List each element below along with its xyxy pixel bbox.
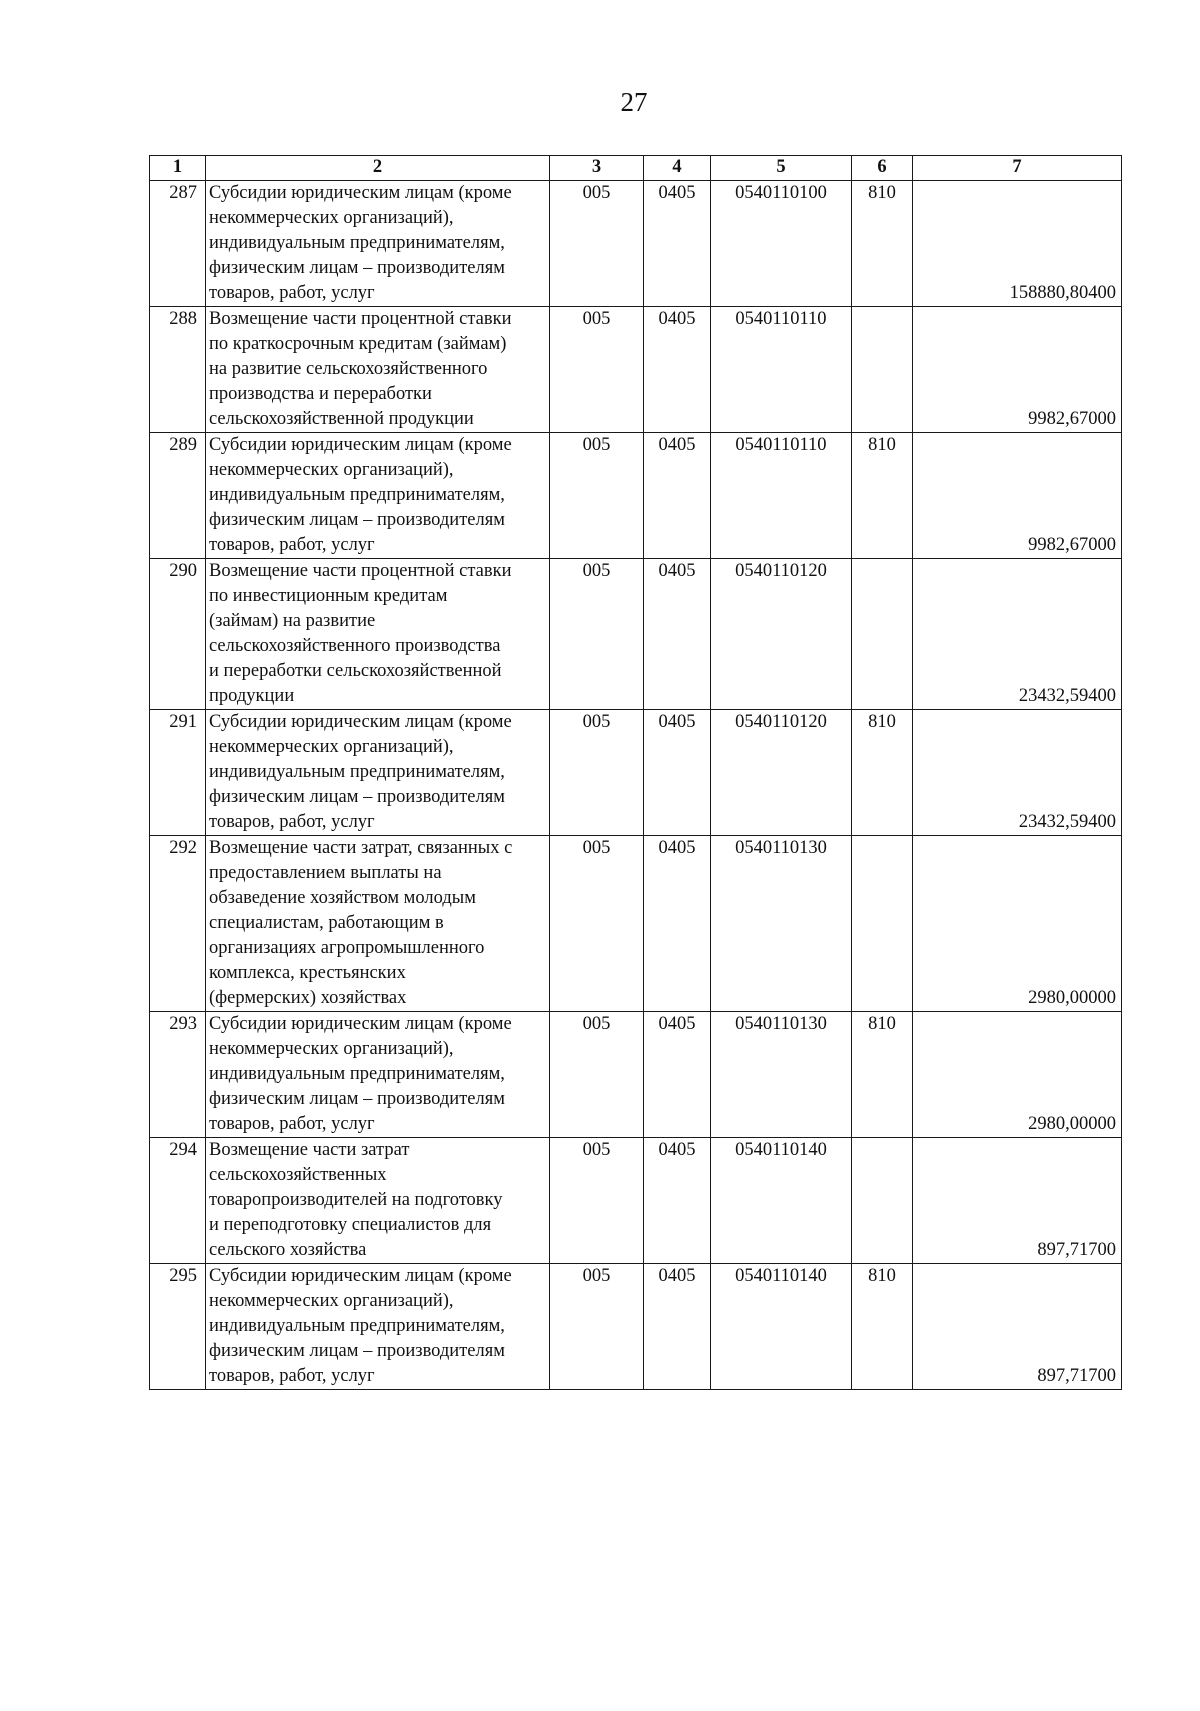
amount-cell: 897,71700 [913, 1264, 1122, 1390]
expense-name-line: Возмещение части процентной ставки [209, 309, 512, 329]
target-article-cell: 0540110110 [711, 433, 852, 559]
ministry-code-cell: 005 [550, 710, 644, 836]
row-number-cell: 290 [150, 559, 206, 710]
expense-name-cell [206, 1012, 550, 1138]
expense-type-cell [852, 307, 913, 433]
expense-name-line: и переподготовку специалистов для [209, 1215, 492, 1235]
ministry-code-cell: 005 [550, 559, 644, 710]
row-number-cell: 295 [150, 1264, 206, 1390]
target-article-cell: 0540110120 [711, 559, 852, 710]
amount-cell: 9982,67000 [913, 307, 1122, 433]
expense-type-cell [852, 559, 913, 710]
target-article-cell: 0540110130 [711, 1012, 852, 1138]
ministry-code-cell: 005 [550, 836, 644, 1012]
expense-type-cell: 810 [852, 433, 913, 559]
ministry-code-cell: 005 [550, 181, 644, 307]
table-row [150, 710, 1122, 836]
expense-name-line: Субсидии юридическим лицам (кроме [209, 435, 512, 455]
table-row [150, 1264, 1122, 1390]
expense-type-cell: 810 [852, 710, 913, 836]
table-row [150, 559, 1122, 710]
target-article-cell: 0540110130 [711, 836, 852, 1012]
expense-name-line: продукции [209, 686, 295, 706]
expense-name-line: некоммерческих организаций), [209, 460, 454, 480]
expense-name-cell [206, 1264, 550, 1390]
row-number-cell: 289 [150, 433, 206, 559]
target-article-cell: 0540110100 [711, 181, 852, 307]
column-header: 2 [206, 156, 550, 181]
expense-type-cell: 810 [852, 1012, 913, 1138]
expense-name-line: производства и переработки [209, 384, 432, 404]
expense-name-line: физическим лицам – производителям [209, 258, 505, 278]
expense-name-cell [206, 836, 550, 1012]
expense-name-line: физическим лицам – производителям [209, 510, 505, 530]
section-code-cell: 0405 [644, 559, 711, 710]
expense-name-line: некоммерческих организаций), [209, 1291, 454, 1311]
expense-name-line: некоммерческих организаций), [209, 737, 454, 757]
ministry-code-cell: 005 [550, 307, 644, 433]
expense-name-line: Возмещение части затрат [209, 1140, 410, 1160]
expense-name-line: Субсидии юридическим лицам (кроме [209, 1014, 512, 1034]
amount-cell: 897,71700 [913, 1138, 1122, 1264]
expense-name-line: физическим лицам – производителям [209, 1089, 505, 1109]
column-header: 7 [913, 156, 1122, 181]
column-header: 6 [852, 156, 913, 181]
expense-name-line: по инвестиционным кредитам [209, 586, 448, 606]
expense-type-cell [852, 836, 913, 1012]
row-number-cell: 292 [150, 836, 206, 1012]
expense-name-line: индивидуальным предпринимателям, [209, 233, 505, 253]
expense-name-line: предоставлением выплаты на [209, 863, 442, 883]
expense-name-line: некоммерческих организаций), [209, 1039, 454, 1059]
expense-type-cell: 810 [852, 1264, 913, 1390]
expense-name-line: комплекса, крестьянских [209, 963, 406, 983]
column-header: 5 [711, 156, 852, 181]
row-number-cell: 288 [150, 307, 206, 433]
expense-name-line: некоммерческих организаций), [209, 208, 454, 228]
amount-cell: 23432,59400 [913, 710, 1122, 836]
amount-cell: 2980,00000 [913, 1012, 1122, 1138]
expense-name-line: физическим лицам – производителям [209, 787, 505, 807]
row-number-cell: 291 [150, 710, 206, 836]
expense-name-line: сельскохозяйственной продукции [209, 409, 474, 429]
table-row [150, 433, 1122, 559]
expense-name-cell [206, 433, 550, 559]
amount-cell: 2980,00000 [913, 836, 1122, 1012]
target-article-cell: 0540110140 [711, 1264, 852, 1390]
table-row [150, 181, 1122, 307]
column-header: 1 [150, 156, 206, 181]
expense-name-line: (займам) на развитие [209, 611, 376, 631]
expense-type-cell [852, 1138, 913, 1264]
expense-name-line: товаров, работ, услуг [209, 812, 375, 832]
expense-name-line: специалистам, работающим в [209, 913, 444, 933]
expense-name-line: индивидуальным предпринимателям, [209, 485, 505, 505]
expense-name-line: на развитие сельскохозяйственного [209, 359, 488, 379]
section-code-cell: 0405 [644, 433, 711, 559]
amount-cell: 23432,59400 [913, 559, 1122, 710]
table-body [150, 181, 1122, 1390]
table-row [150, 307, 1122, 433]
target-article-cell: 0540110110 [711, 307, 852, 433]
section-code-cell: 0405 [644, 1138, 711, 1264]
section-code-cell: 0405 [644, 181, 711, 307]
expense-name-line: сельскохозяйственного производства [209, 636, 501, 656]
row-number-cell: 293 [150, 1012, 206, 1138]
column-header: 4 [644, 156, 711, 181]
expense-name-line: сельского хозяйства [209, 1240, 367, 1260]
expense-name-cell [206, 181, 550, 307]
expense-name-line: организациях агропромышленного [209, 938, 485, 958]
expense-name-line: Возмещение части процентной ставки [209, 561, 512, 581]
section-code-cell: 0405 [644, 1012, 711, 1138]
column-header: 3 [550, 156, 644, 181]
expense-name-line: товаров, работ, услуг [209, 1366, 375, 1386]
expense-name-cell [206, 1138, 550, 1264]
expense-name-line: Субсидии юридическим лицам (кроме [209, 1266, 512, 1286]
page-number: 27 [620, 87, 648, 117]
amount-cell: 158880,80400 [913, 181, 1122, 307]
expense-name-line: физическим лицам – производителям [209, 1341, 505, 1361]
expense-name-line: Субсидии юридическим лицам (кроме [209, 183, 512, 203]
expense-name-line: индивидуальным предпринимателям, [209, 1316, 505, 1336]
expense-name-line: товаропроизводителей на подготовку [209, 1190, 503, 1210]
ministry-code-cell: 005 [550, 1138, 644, 1264]
expense-name-cell [206, 307, 550, 433]
table-row [150, 1012, 1122, 1138]
row-number-cell: 287 [150, 181, 206, 307]
section-code-cell: 0405 [644, 710, 711, 836]
table-row [150, 1138, 1122, 1264]
row-number-cell: 294 [150, 1138, 206, 1264]
expense-name-line: сельскохозяйственных [209, 1165, 387, 1185]
ministry-code-cell: 005 [550, 1264, 644, 1390]
budget-table [149, 155, 1122, 1390]
expense-name-line: по краткосрочным кредитам (займам) [209, 334, 507, 354]
target-article-cell: 0540110120 [711, 710, 852, 836]
expense-name-line: (фермерских) хозяйствах [209, 988, 407, 1008]
expense-name-cell [206, 559, 550, 710]
section-code-cell: 0405 [644, 1264, 711, 1390]
ministry-code-cell: 005 [550, 1012, 644, 1138]
expense-name-line: обзаведение хозяйством молодым [209, 888, 476, 908]
section-code-cell: 0405 [644, 307, 711, 433]
expense-name-line: товаров, работ, услуг [209, 283, 375, 303]
table-row [150, 836, 1122, 1012]
table-header-row [150, 156, 1122, 181]
expense-name-line: индивидуальным предпринимателям, [209, 1064, 505, 1084]
amount-cell: 9982,67000 [913, 433, 1122, 559]
ministry-code-cell: 005 [550, 433, 644, 559]
expense-name-line: товаров, работ, услуг [209, 1114, 375, 1134]
expense-name-line: и переработки сельскохозяйственной [209, 661, 502, 681]
expense-name-line: товаров, работ, услуг [209, 535, 375, 555]
target-article-cell: 0540110140 [711, 1138, 852, 1264]
expense-name-cell [206, 710, 550, 836]
section-code-cell: 0405 [644, 836, 711, 1012]
expense-name-line: Субсидии юридическим лицам (кроме [209, 712, 512, 732]
expense-type-cell: 810 [852, 181, 913, 307]
expense-name-line: Возмещение части затрат, связанных с [209, 838, 513, 858]
expense-name-line: индивидуальным предпринимателям, [209, 762, 505, 782]
